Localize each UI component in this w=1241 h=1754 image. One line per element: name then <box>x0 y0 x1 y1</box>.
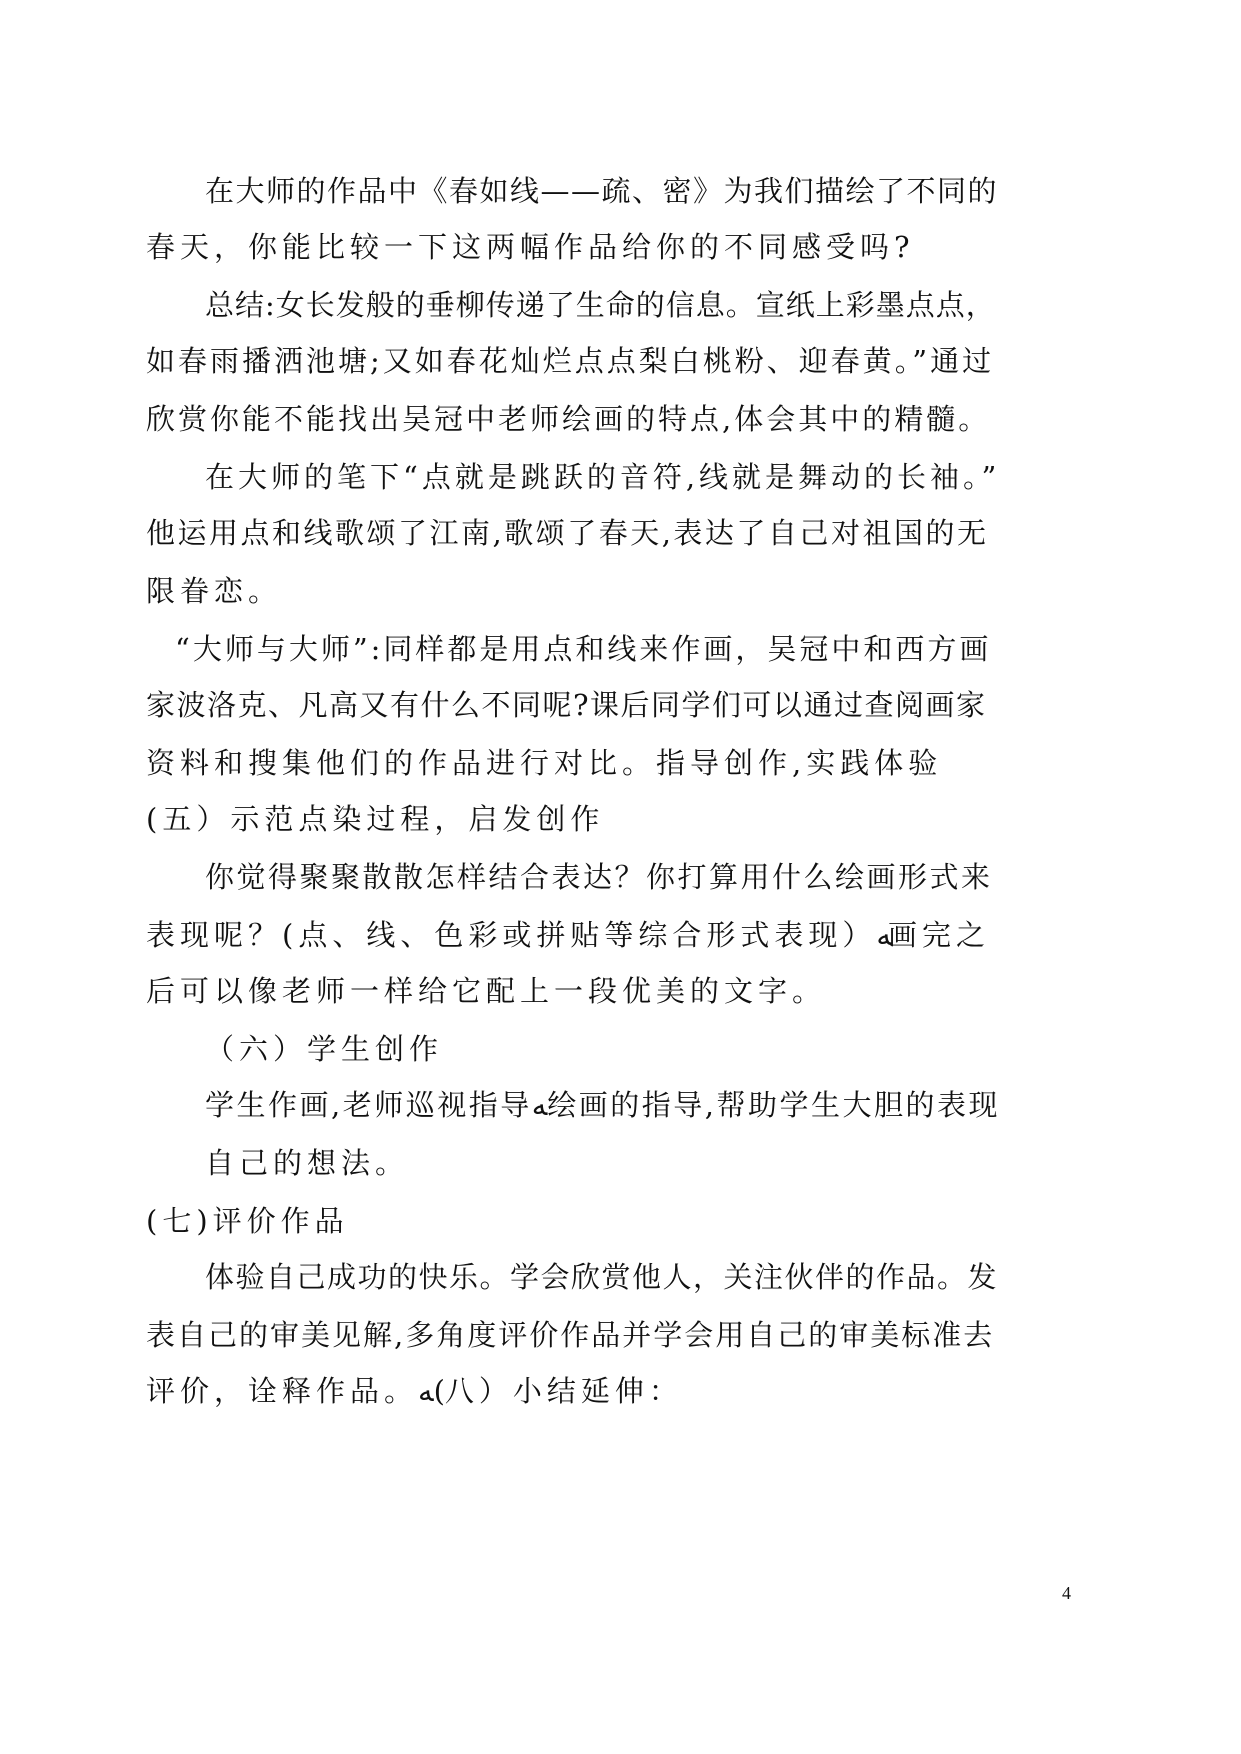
paragraph-line: 评价，诠释作品。ﻪ(八）小结延伸： <box>146 1374 683 1408</box>
paragraph-line: 欣赏你能不能找出吴冠中老师绘画的特点,体会其中的精髓。 <box>146 402 991 436</box>
paragraph-line: 限眷恋。 <box>146 574 283 608</box>
paragraph-line: 表现呢？(点、线、色彩或拼贴等综合形式表现）ﻪ <box>146 918 892 952</box>
paragraph-line: 画完之 <box>888 918 991 952</box>
paragraph-line: 自己的想法。 <box>205 1146 410 1180</box>
section-heading: (七)评价作品 <box>146 1204 349 1238</box>
paragraph-line: 体验自己成功的快乐。学会欣赏他人，关注伙伴的作品。发 <box>205 1260 999 1294</box>
paragraph-line: 春天，你能比较一下这两幅作品给你的不同感受吗? <box>146 230 915 264</box>
paragraph-line: 后可以像老师一样给它配上一段优美的文字。 <box>146 974 827 1008</box>
paragraph-line: 总结:女长发般的垂柳传递了生命的信息。宣纸上彩墨点点， <box>205 288 996 322</box>
paragraph-line: 在大师的笔下“点就是跳跃的音符,线就是舞动的长袖。” <box>205 460 1001 494</box>
paragraph-line: 如春雨播洒池塘;又如春花灿烂点点梨白桃粉、迎春黄。”通过 <box>146 344 995 378</box>
section-heading: (五）示范点染过程，启发创作 <box>146 802 605 836</box>
paragraph-line: 家波洛克、凡高又有什么不同呢?课后同学们可以通过查阅画家 <box>146 688 987 722</box>
paragraph-line: 你觉得聚聚散散怎样结合表达？你打算用什么绘画形式来 <box>205 860 993 894</box>
page-number: 4 <box>1062 1583 1071 1603</box>
section-heading: （六）学生创作 <box>205 1032 444 1066</box>
paragraph-line: 他运用点和线歌颂了江南,歌颂了春天,表达了自己对祖国的无 <box>146 516 989 550</box>
paragraph-line: 在大师的作品中《春如线——疏、密》为我们描绘了不同的 <box>205 174 999 208</box>
paragraph-line: 学生作画,老师巡视指导ﻪ绘画的指导,帮助学生大胆的表现 <box>205 1088 1001 1122</box>
paragraph-line: 资料和搜集他们的作品进行对比。指导创作,实践体验 <box>146 746 943 780</box>
paragraph-line: 表自己的审美见解,多角度评价作品并学会用自己的审美标准去 <box>146 1318 995 1352</box>
paragraph-line: “大师与大师”:同样都是用点和线来作画，吴冠中和西方画 <box>175 632 992 666</box>
